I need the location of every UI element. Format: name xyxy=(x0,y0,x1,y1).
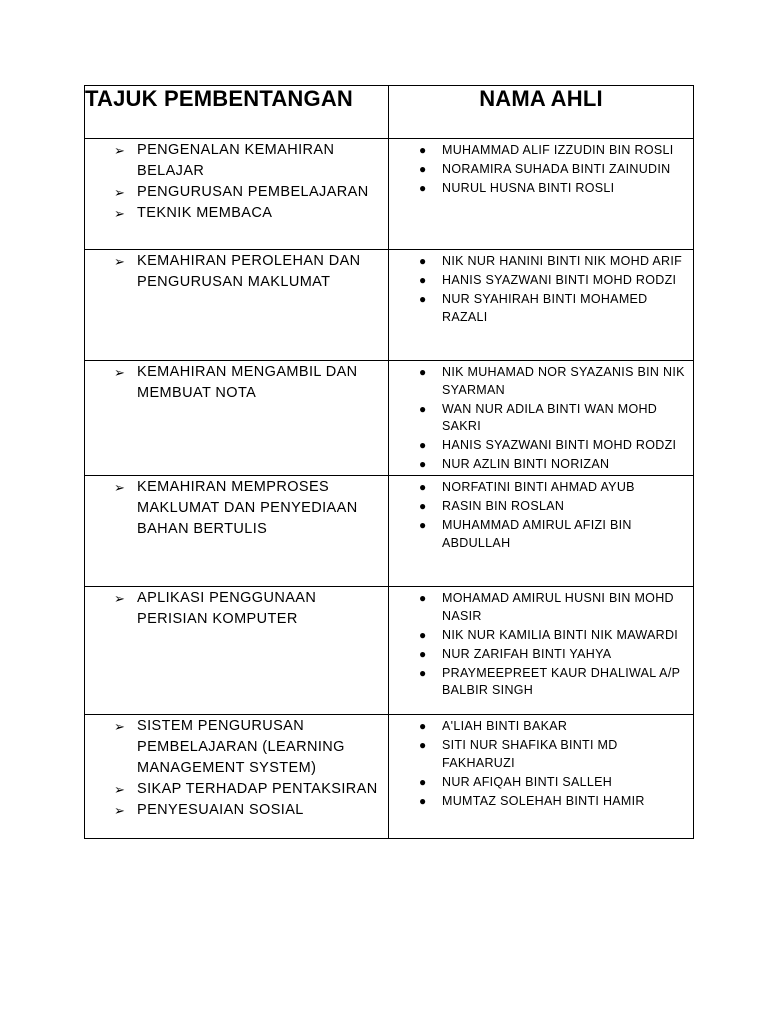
members-cell xyxy=(389,361,694,476)
topic-item: ➢ KEMAHIRAN MEMPROSES MAKLUMAT DAN PENYEDIAAN BAHAN BERTULIS xyxy=(114,479,358,537)
member-item: ● NUR AZLIN BINTI NORIZAN xyxy=(442,456,687,474)
table-row xyxy=(85,587,694,715)
member-item: ● RASIN BIN ROSLAN xyxy=(442,498,687,516)
dot-bullet-icon: ● xyxy=(419,518,427,532)
topic-cell xyxy=(85,715,389,839)
members-cell xyxy=(389,587,694,715)
dot-bullet-icon: ● xyxy=(419,273,427,287)
arrow-bullet-icon: ➢ xyxy=(114,480,126,495)
member-item: ● NUR SYAHIRAH BINTI MOHAMED RAZALI xyxy=(419,292,648,324)
member-item: ● NORFATINI BINTI AHMAD AYUB xyxy=(442,479,687,497)
topic-cell xyxy=(85,361,389,476)
dot-bullet-icon: ● xyxy=(419,292,427,306)
dot-bullet-icon: ● xyxy=(419,793,427,808)
dot-bullet-icon: ● xyxy=(419,738,427,752)
member-item: ● MUHAMMAD ALIF IZZUDIN BIN ROSLI xyxy=(442,142,687,160)
topic-item: ➢ PENGURUSAN PEMBELAJARAN xyxy=(137,182,384,203)
arrow-bullet-icon: ➢ xyxy=(114,254,126,269)
table-row xyxy=(85,476,694,587)
table-row xyxy=(85,715,694,839)
dot-bullet-icon: ● xyxy=(419,181,427,195)
topic-item: ➢ KEMAHIRAN MENGAMBIL DAN MEMBUAT NOTA xyxy=(114,364,358,401)
topic-cell xyxy=(85,250,389,361)
members-cell xyxy=(389,250,694,361)
dot-bullet-icon: ● xyxy=(419,646,427,661)
dot-bullet-icon: ● xyxy=(419,438,427,452)
arrow-bullet-icon: ➢ xyxy=(114,803,126,818)
arrow-bullet-icon: ➢ xyxy=(114,206,126,221)
arrow-bullet-icon: ➢ xyxy=(114,719,126,734)
dot-bullet-icon: ● xyxy=(419,480,427,494)
dot-bullet-icon: ● xyxy=(419,365,427,379)
topic-item: ➢ PENGENALAN KEMAHIRAN BELAJAR xyxy=(114,142,335,179)
dot-bullet-icon: ● xyxy=(419,665,427,680)
topic-item: ➢ SISTEM PENGURUSAN PEMBELAJARAN (LEARNING MANAGEMENT SYSTEM) xyxy=(114,718,345,776)
dot-bullet-icon: ● xyxy=(419,719,427,733)
dot-bullet-icon: ● xyxy=(419,457,427,471)
members-cell xyxy=(389,715,694,839)
dot-bullet-icon: ● xyxy=(419,401,427,416)
member-item: ● SITI NUR SHAFIKA BINTI MD FAKHARUZI xyxy=(419,738,618,770)
dot-bullet-icon: ● xyxy=(419,627,427,642)
member-item: ● NIK NUR KAMILIA BINTI NIK MAWARDI xyxy=(442,627,687,645)
table-header-row xyxy=(85,86,694,139)
dot-bullet-icon: ● xyxy=(419,499,427,513)
member-item: ● NIK NUR HANINI BINTI NIK MOHD ARIF xyxy=(442,253,687,271)
topic-item: ➢ PENYESUAIAN SOSIAL xyxy=(137,800,384,821)
topic-cell xyxy=(85,476,389,587)
topic-cell xyxy=(85,139,389,250)
presentation-groups-table xyxy=(84,85,694,839)
dot-bullet-icon: ● xyxy=(419,162,427,176)
arrow-bullet-icon: ➢ xyxy=(114,365,126,380)
members-cell xyxy=(389,139,694,250)
topic-cell xyxy=(85,587,389,715)
table-row xyxy=(85,139,694,250)
member-item: ● MOHAMAD AMIRUL HUSNI BIN MOHD NASIR xyxy=(419,591,674,623)
members-column-header: NAMA AHLI xyxy=(389,86,694,139)
dot-bullet-icon: ● xyxy=(419,254,427,268)
table-row xyxy=(85,361,694,476)
dot-bullet-icon: ● xyxy=(419,143,427,157)
arrow-bullet-icon: ➢ xyxy=(114,143,126,158)
member-item: ● NIK MUHAMAD NOR SYAZANIS BIN NIK SYARMAN xyxy=(419,365,685,397)
arrow-bullet-icon: ➢ xyxy=(114,591,126,606)
members-cell xyxy=(389,476,694,587)
topic-item: ➢ KEMAHIRAN PEROLEHAN DAN PENGURUSAN MAKLUMAT xyxy=(114,253,361,290)
dot-bullet-icon: ● xyxy=(419,591,427,605)
topic-item: ➢ APLIKASI PENGGUNAAN PERISIAN KOMPUTER xyxy=(114,590,317,627)
topic-column-header: TAJUK PEMBENTANGAN xyxy=(85,86,389,139)
dot-bullet-icon: ● xyxy=(419,774,427,789)
member-item: ● WAN NUR ADILA BINTI WAN MOHD SAKRI xyxy=(419,401,658,433)
member-item: ● NUR ZARIFAH BINTI YAHYA xyxy=(442,646,687,664)
member-item: ● MUMTAZ SOLEHAH BINTI HAMIR xyxy=(442,793,687,811)
member-item: ● NORAMIRA SUHADA BINTI ZAINUDIN xyxy=(442,161,687,179)
member-item: ● HANIS SYAZWANI BINTI MOHD RODZI xyxy=(442,437,687,455)
member-item: ● HANIS SYAZWANI BINTI MOHD RODZI xyxy=(442,272,687,290)
topic-item: ➢ SIKAP TERHADAP PENTAKSIRAN xyxy=(137,779,384,800)
table-row xyxy=(85,250,694,361)
member-item: ● NUR AFIQAH BINTI SALLEH xyxy=(442,774,687,792)
member-item: ● MUHAMMAD AMIRUL AFIZI BIN ABDULLAH xyxy=(419,518,632,550)
member-item: ● NURUL HUSNA BINTI ROSLI xyxy=(442,180,687,198)
member-item: ● PRAYMEEPREET KAUR DHALIWAL A/P BALBIR SINGH xyxy=(419,665,681,697)
topic-item: ➢ TEKNIK MEMBACA xyxy=(137,203,384,224)
arrow-bullet-icon: ➢ xyxy=(114,782,126,797)
arrow-bullet-icon: ➢ xyxy=(114,185,126,200)
member-item: ● A'LIAH BINTI BAKAR xyxy=(442,718,687,736)
